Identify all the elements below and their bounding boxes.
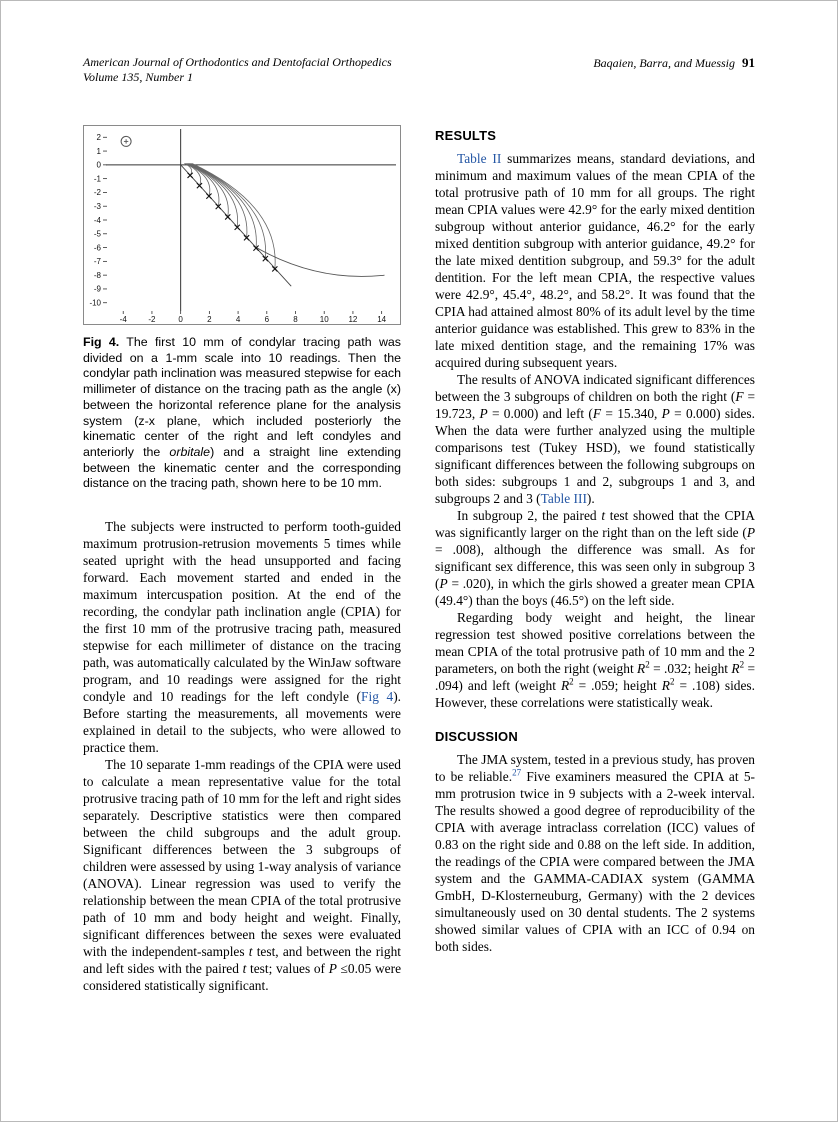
- text-segment: = .094) and left (weight: [435, 661, 755, 693]
- text-segment: The JMA system, tested in a previous study, has proven to be reliable.: [435, 752, 755, 784]
- x-tick-label: 12: [348, 315, 358, 324]
- y-tick-label: 0: [96, 160, 101, 170]
- text-segment: = 0.000) and left (: [487, 406, 593, 421]
- x-tick-label: 2: [207, 315, 212, 324]
- x-tick-label: 4: [235, 315, 241, 324]
- y-tick-label: -1: [93, 174, 101, 184]
- y-tick-label: -4: [93, 215, 101, 225]
- body-paragraph: [435, 609, 755, 711]
- text-segment: ). Before starting the measurements, all movements were explained in detail to the subjects, who were allowed to practice them.: [83, 689, 402, 756]
- text-segment: P: [746, 525, 755, 540]
- text-segment: 2: [569, 676, 574, 687]
- y-tick-label: -8: [93, 270, 101, 280]
- tracing-curve: [189, 163, 238, 227]
- text-segment: R: [661, 678, 670, 693]
- journal-volume: Volume 135, Number 1: [83, 70, 193, 84]
- text-segment: 2: [739, 659, 745, 670]
- y-tick-label: -7: [93, 257, 101, 267]
- text-segment: The first 10 mm of condylar tracing path was divided on a 1-mm scale into 10 readings. Then the condylar path inclination was measured stepwise for each millimeter of distance on the tracing path as the angle (x) between the horizontal reference plane for the analysis system (z-x plane, which included posteriorly the kinematic center of the right and left condyles and anteriorly the: [83, 335, 401, 459]
- y-tick-label: -5: [93, 229, 101, 239]
- text-segment: t: [248, 944, 253, 960]
- right-column: [435, 125, 755, 994]
- text-segment: = .108) sides. However, these correlations were statistically weak.: [435, 678, 755, 710]
- text-segment: ).: [586, 491, 595, 506]
- tracing-curve: [192, 163, 275, 268]
- text-segment: F: [592, 406, 602, 421]
- citation-link[interactable]: Table III: [540, 491, 587, 506]
- running-head: [593, 55, 755, 71]
- text-segment: 2: [669, 676, 675, 687]
- text-segment: R: [731, 661, 740, 676]
- body-paragraph: [83, 518, 401, 756]
- text-segment: P: [439, 576, 448, 591]
- left-column: [83, 125, 401, 994]
- two-column-layout: [83, 125, 755, 994]
- x-tick-label: 14: [377, 315, 387, 324]
- text-segment: summarizes means, standard deviations, and minimum and maximum values of the mean CPIA of the total protrusive path of 10 mm for all groups. The right mean CPIA values were 42.9° for the early mixed dentition subgroup without anterior guidance, 46.2° for the early mixed dentition subgroup with anterior guidance, 49.2° for the late mixed dentition subgroup, and 59.3° for the adult dentition. For the left mean CPIA, the respective values were 42.9°, 45.4°, 48.2°, and 58.2°. It was found that the CPIA had attained almost 80% of its adult level by the time anterior guidance was established. This grew to 83% in the late mixed dentition stage, and the remaining 17% was acquired during subsequent years.: [435, 151, 756, 370]
- page-number: 91: [742, 55, 755, 70]
- running-head-authors: Baqaien, Barra, and Muessig: [593, 56, 735, 70]
- text-segment: The results of ANOVA indicated significant differences between the 3 subgroups of children on both the right (: [435, 372, 755, 404]
- y-tick-label: -9: [93, 284, 101, 294]
- text-segment: Fig 4.: [83, 335, 120, 349]
- text-segment: P: [661, 406, 670, 421]
- x-tick-label: 10: [319, 315, 329, 324]
- x-tick-label: -4: [119, 315, 127, 324]
- page-header: [83, 55, 755, 85]
- text-segment: ) and a straight line extending between the kinematic center and the corresponding distance on the tracing path, shown here to be 10 mm.: [83, 444, 401, 491]
- text-segment: test; values of: [246, 961, 329, 977]
- body-paragraph: [83, 756, 401, 994]
- discussion-heading: DISCUSSION: [435, 729, 518, 744]
- figure-4: [83, 125, 401, 492]
- text-segment: In subgroup 2, the paired: [457, 508, 602, 523]
- text-segment: P: [479, 406, 488, 421]
- text-segment: Regarding body weight and height, the linear regression test showed positive correlations between the mean CPIA of the total protrusive path of 10 mm and the 2 parameters, on both the right (weight: [435, 610, 755, 676]
- figure-chart-svg: [84, 126, 400, 324]
- text-segment: = 15.340,: [601, 406, 662, 421]
- text-segment: P: [328, 961, 337, 977]
- y-tick-label: -3: [93, 202, 101, 212]
- text-segment: 2: [645, 659, 650, 670]
- text-segment: F: [735, 389, 744, 404]
- citation-link[interactable]: 27: [512, 767, 522, 778]
- x-tick-label: 0: [178, 315, 183, 324]
- text-segment: R: [560, 678, 570, 693]
- text-segment: = 0.000) sides. When the data were further analyzed using the multiple comparisons test (Tukey HSD), we found statistically significant differences between the following subgroups on both sides: subgroups 1 and 2, subgroups 1 and 3, and subgroups 2 and 3 (: [435, 406, 755, 506]
- text-segment: t: [242, 961, 247, 977]
- body-paragraph: [435, 371, 755, 507]
- x-tick-label: 6: [264, 315, 270, 324]
- text-segment: test, and between the right and left sides with the paired: [83, 944, 401, 977]
- y-tick-label: -10: [89, 298, 101, 308]
- text-segment: test showed that the CPIA was significantly larger on the right than on the left side (: [435, 508, 755, 540]
- x-tick-label: 8: [293, 315, 298, 324]
- text-segment: = .059; height: [573, 678, 662, 693]
- text-segment: The subjects were instructed to perform tooth-guided maximum protrusion-retrusion movements 5 times while seated upright with the head unsupported and facing forward. Each movement started and ended in the maximum intercuspation position. At the end of the recording, the condylar path inclination angle (CPIA) for the first 10 mm of the protrusive tracing path, measured stepwise for each millimeter of distance on the tracing path, was automatically calculated by the WinJaw software program, and 10 readings were assigned for the right condyle and 10 readings for the left condyle (: [83, 519, 401, 705]
- body-paragraph: [435, 751, 755, 955]
- y-tick-label: -6: [93, 243, 101, 253]
- text-segment: = 19.723,: [435, 389, 755, 421]
- text-segment: orbitale: [169, 444, 211, 459]
- body-paragraph: [435, 150, 755, 371]
- citation-link[interactable]: Fig 4: [361, 689, 394, 705]
- journal-title-block: [83, 55, 392, 85]
- text-segment: The 10 separate 1-mm readings of the CPIA were used to calculate a mean representative value for the total protrusive tracing path of 10 mm for the left and right sides separately. Descriptive statistics were then compared between the child subgroups and the adult group. Significant differences between the 3 subgroups of children were assessed by using 1-way analysis of variance (ANOVA). Linear regression was used to verify the relationship between the mean CPIA of the total protrusive path of 10 mm and body height and weight. Finally, significant differences between the sexes were evaluated with the independent-samples: [83, 757, 401, 960]
- citation-link[interactable]: Table II: [457, 151, 502, 166]
- figure-caption: [83, 335, 401, 492]
- text-segment: = .020), in which the girls showed a greater mean CPIA (49.4°) than the boys (46.5°) on the left side.: [435, 576, 755, 608]
- x-tick-label: -2: [148, 315, 156, 324]
- y-tick-label: 1: [96, 146, 101, 156]
- journal-title: American Journal of Orthodontics and Dentofacial Orthopedics: [83, 55, 392, 69]
- y-tick-label: 2: [96, 133, 101, 143]
- text-segment: Five examiners measured the CPIA at 5-mm protrusion twice in 9 subjects with a 2-week interval. The results showed a good degree of reproducibility of the CPIA with average intraclass correlation (ICC) values of 0.83 on the right side and 0.88 on the left side. In addition, the readings of the CPIA were compared between the JMA system and the GAMMA-CADIAX system (GAMMA GmbH, D-Klosterneuburg, Germany) with the 2 devices simultaneously used on 30 dental students. The 2 systems showed similar values of CPIA with an ICC of 0.94 on both sides.: [435, 769, 755, 954]
- text-segment: R: [637, 661, 646, 676]
- extended-tracing-path: [254, 246, 385, 276]
- text-segment: = .008), although the difference was small. As for significant sex difference, this was seen only in subgroup 3 (: [435, 542, 755, 591]
- text-segment: ≤0.05 were considered statistically significant.: [83, 961, 402, 994]
- figure-chart: [83, 125, 401, 325]
- y-tick-label: -2: [93, 188, 101, 198]
- results-heading: RESULTS: [435, 128, 497, 143]
- text-segment: t: [601, 508, 606, 523]
- body-paragraph: [435, 507, 755, 609]
- text-segment: = .032; height: [649, 661, 732, 676]
